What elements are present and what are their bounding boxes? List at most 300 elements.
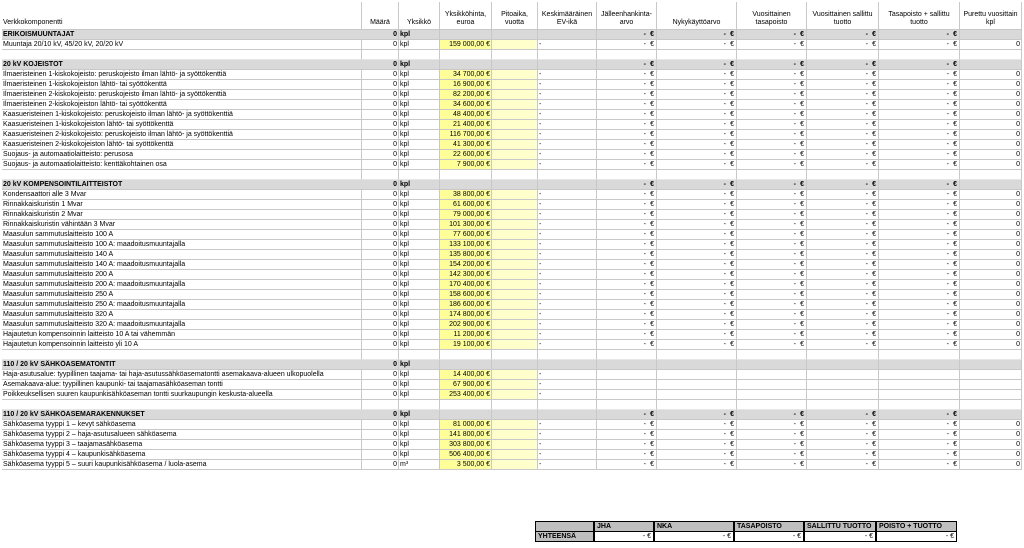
unit-price-cell[interactable]: 11 200,00 € bbox=[440, 330, 492, 340]
unit-price-cell[interactable]: 141 800,00 € bbox=[440, 430, 492, 440]
component-name[interactable]: Maasulun sammutuslaitteisto 320 A bbox=[2, 310, 362, 320]
component-name[interactable]: Maasulun sammutuslaitteisto 100 A bbox=[2, 230, 362, 240]
section-unit[interactable]: kpl bbox=[399, 410, 440, 420]
removed-per-year-cell[interactable]: 0 bbox=[960, 320, 1022, 330]
unit-price-cell[interactable]: 154 200,00 € bbox=[440, 260, 492, 270]
quantity-field[interactable]: 0 bbox=[362, 450, 399, 460]
unit-price-cell[interactable]: 67 900,00 € bbox=[440, 380, 492, 390]
unit-price-cell[interactable]: 253 400,00 € bbox=[440, 390, 492, 400]
empty-cell[interactable] bbox=[879, 400, 960, 410]
empty-cell[interactable] bbox=[538, 60, 597, 70]
component-name[interactable]: Maasulun sammutuslaitteisto 250 A bbox=[2, 290, 362, 300]
quantity-field[interactable]: 0 bbox=[362, 120, 399, 130]
unit-price-cell[interactable]: 21 400,00 € bbox=[440, 120, 492, 130]
service-life-field[interactable] bbox=[492, 380, 538, 390]
money-cell[interactable] bbox=[657, 160, 737, 170]
money-cell[interactable] bbox=[597, 80, 657, 90]
component-name[interactable]: Ilmaeristeinen 2-kiskokojeiston lähtö- tai syöttökenttä bbox=[2, 100, 362, 110]
component-name[interactable]: Asemakaava-alue: tyypillinen kaupunki- tai taajamasähköaseman tontti bbox=[2, 380, 362, 390]
money-cell[interactable] bbox=[737, 200, 807, 210]
service-life-field[interactable] bbox=[492, 420, 538, 430]
unit-cell[interactable]: kpl bbox=[399, 100, 440, 110]
money-cell[interactable] bbox=[807, 90, 879, 100]
avg-age-cell[interactable]: - bbox=[538, 440, 597, 450]
empty-cell[interactable] bbox=[879, 50, 960, 60]
money-cell[interactable] bbox=[737, 430, 807, 440]
empty-cell[interactable] bbox=[440, 180, 492, 190]
unit-cell[interactable]: kpl bbox=[399, 150, 440, 160]
money-cell[interactable] bbox=[597, 440, 657, 450]
money-cell[interactable] bbox=[657, 310, 737, 320]
money-cell[interactable] bbox=[879, 140, 960, 150]
unit-cell[interactable]: kpl bbox=[399, 240, 440, 250]
money-cell[interactable] bbox=[597, 150, 657, 160]
empty-cell[interactable] bbox=[440, 170, 492, 180]
money-cell[interactable] bbox=[597, 240, 657, 250]
money-cell[interactable] bbox=[807, 330, 879, 340]
money-cell[interactable] bbox=[597, 300, 657, 310]
empty-cell[interactable] bbox=[737, 400, 807, 410]
removed-per-year-cell[interactable]: 0 bbox=[960, 450, 1022, 460]
quantity-field[interactable]: 0 bbox=[362, 460, 399, 470]
money-cell[interactable] bbox=[807, 270, 879, 280]
unit-cell[interactable]: kpl bbox=[399, 450, 440, 460]
avg-age-cell[interactable]: - bbox=[538, 380, 597, 390]
removed-per-year-cell[interactable]: 0 bbox=[960, 40, 1022, 50]
empty-cell[interactable] bbox=[597, 50, 657, 60]
money-cell[interactable] bbox=[807, 40, 879, 50]
empty-cell[interactable] bbox=[538, 30, 597, 40]
service-life-field[interactable] bbox=[492, 80, 538, 90]
money-cell[interactable] bbox=[879, 450, 960, 460]
money-cell[interactable] bbox=[657, 80, 737, 90]
removed-per-year-cell[interactable]: 0 bbox=[960, 270, 1022, 280]
unit-cell[interactable]: kpl bbox=[399, 430, 440, 440]
empty-cell[interactable] bbox=[807, 50, 879, 60]
component-name[interactable]: Muuntaja 20/10 kV, 45/20 kV, 20/20 kV bbox=[2, 40, 362, 50]
quantity-field[interactable]: 0 bbox=[362, 390, 399, 400]
money-cell[interactable] bbox=[657, 240, 737, 250]
money-cell[interactable] bbox=[879, 440, 960, 450]
section-money-cell[interactable] bbox=[879, 180, 960, 190]
section-money-cell[interactable] bbox=[657, 30, 737, 40]
component-name[interactable]: Maasulun sammutuslaitteisto 250 A: maadoitusmuuntajalla bbox=[2, 300, 362, 310]
section-unit[interactable]: kpl bbox=[399, 360, 440, 370]
section-unit[interactable]: kpl bbox=[399, 30, 440, 40]
empty-cell[interactable] bbox=[960, 50, 1022, 60]
service-life-field[interactable] bbox=[492, 110, 538, 120]
section-title[interactable]: ERIKOISMUUNTAJAT bbox=[2, 30, 362, 40]
avg-age-cell[interactable]: - bbox=[538, 340, 597, 350]
removed-per-year-cell[interactable]: 0 bbox=[960, 420, 1022, 430]
quantity-field[interactable]: 0 bbox=[362, 200, 399, 210]
section-qty[interactable]: 0 bbox=[362, 60, 399, 70]
money-cell[interactable] bbox=[657, 110, 737, 120]
service-life-field[interactable] bbox=[492, 290, 538, 300]
money-cell[interactable] bbox=[657, 320, 737, 330]
money-cell[interactable] bbox=[597, 40, 657, 50]
section-money-cell[interactable] bbox=[657, 410, 737, 420]
money-cell[interactable] bbox=[807, 190, 879, 200]
service-life-field[interactable] bbox=[492, 100, 538, 110]
money-cell[interactable] bbox=[879, 330, 960, 340]
money-cell[interactable] bbox=[737, 190, 807, 200]
money-cell[interactable] bbox=[597, 340, 657, 350]
component-name[interactable]: Hajautetun kompensoinnin laitteisto yli 10 A bbox=[2, 340, 362, 350]
empty-cell[interactable] bbox=[440, 60, 492, 70]
service-life-field[interactable] bbox=[492, 230, 538, 240]
quantity-field[interactable]: 0 bbox=[362, 90, 399, 100]
quantity-field[interactable]: 0 bbox=[362, 310, 399, 320]
money-cell[interactable] bbox=[737, 220, 807, 230]
section-money-cell[interactable] bbox=[807, 180, 879, 190]
avg-age-cell[interactable]: - bbox=[538, 120, 597, 130]
component-name[interactable]: Kondensaattori alle 3 Mvar bbox=[2, 190, 362, 200]
section-money-cell[interactable] bbox=[879, 30, 960, 40]
component-name[interactable]: Kaasueristeinen 1-kiskokojeiston lähtö- tai syöttökenttä bbox=[2, 120, 362, 130]
money-cell[interactable] bbox=[807, 70, 879, 80]
money-cell[interactable] bbox=[657, 90, 737, 100]
money-cell[interactable] bbox=[807, 340, 879, 350]
unit-price-cell[interactable]: 38 800,00 € bbox=[440, 190, 492, 200]
money-cell[interactable] bbox=[807, 210, 879, 220]
money-cell[interactable] bbox=[737, 160, 807, 170]
column-header[interactable]: Nykykäyttöarvo bbox=[657, 2, 737, 30]
money-cell[interactable] bbox=[807, 280, 879, 290]
money-cell[interactable] bbox=[597, 70, 657, 80]
avg-age-cell[interactable]: - bbox=[538, 70, 597, 80]
money-cell[interactable] bbox=[737, 140, 807, 150]
empty-cell[interactable] bbox=[807, 380, 879, 390]
avg-age-cell[interactable]: - bbox=[538, 450, 597, 460]
unit-price-cell[interactable]: 16 900,00 € bbox=[440, 80, 492, 90]
money-cell[interactable] bbox=[879, 120, 960, 130]
avg-age-cell[interactable]: - bbox=[538, 390, 597, 400]
empty-cell[interactable] bbox=[879, 380, 960, 390]
quantity-field[interactable]: 0 bbox=[362, 440, 399, 450]
removed-per-year-cell[interactable]: 0 bbox=[960, 110, 1022, 120]
money-cell[interactable] bbox=[737, 450, 807, 460]
unit-price-cell[interactable]: 142 300,00 € bbox=[440, 270, 492, 280]
empty-cell[interactable] bbox=[960, 400, 1022, 410]
empty-cell[interactable] bbox=[737, 350, 807, 360]
money-cell[interactable] bbox=[737, 130, 807, 140]
empty-cell[interactable] bbox=[960, 60, 1022, 70]
quantity-field[interactable]: 0 bbox=[362, 420, 399, 430]
empty-cell[interactable] bbox=[597, 350, 657, 360]
unit-cell[interactable]: kpl bbox=[399, 110, 440, 120]
empty-cell[interactable] bbox=[657, 390, 737, 400]
avg-age-cell[interactable]: - bbox=[538, 280, 597, 290]
money-cell[interactable] bbox=[657, 420, 737, 430]
money-cell[interactable] bbox=[879, 80, 960, 90]
unit-cell[interactable]: kpl bbox=[399, 40, 440, 50]
empty-cell[interactable] bbox=[657, 380, 737, 390]
unit-price-cell[interactable]: 3 500,00 € bbox=[440, 460, 492, 470]
quantity-field[interactable]: 0 bbox=[362, 270, 399, 280]
empty-cell[interactable] bbox=[538, 410, 597, 420]
avg-age-cell[interactable]: - bbox=[538, 150, 597, 160]
summary-total-value[interactable]: - € bbox=[594, 531, 654, 542]
money-cell[interactable] bbox=[807, 300, 879, 310]
money-cell[interactable] bbox=[657, 210, 737, 220]
money-cell[interactable] bbox=[807, 260, 879, 270]
empty-cell[interactable] bbox=[440, 350, 492, 360]
removed-per-year-cell[interactable]: 0 bbox=[960, 300, 1022, 310]
money-cell[interactable] bbox=[597, 130, 657, 140]
unit-cell[interactable]: kpl bbox=[399, 200, 440, 210]
money-cell[interactable] bbox=[879, 70, 960, 80]
empty-cell[interactable] bbox=[538, 400, 597, 410]
service-life-field[interactable] bbox=[492, 90, 538, 100]
money-cell[interactable] bbox=[597, 120, 657, 130]
unit-price-cell[interactable]: 79 000,00 € bbox=[440, 210, 492, 220]
removed-per-year-cell[interactable]: 0 bbox=[960, 160, 1022, 170]
money-cell[interactable] bbox=[737, 120, 807, 130]
avg-age-cell[interactable]: - bbox=[538, 290, 597, 300]
money-cell[interactable] bbox=[597, 230, 657, 240]
money-cell[interactable] bbox=[737, 290, 807, 300]
unit-price-cell[interactable]: 135 800,00 € bbox=[440, 250, 492, 260]
money-cell[interactable] bbox=[657, 230, 737, 240]
component-name[interactable]: Suojaus- ja automaatiolaitteisto: perusosa bbox=[2, 150, 362, 160]
money-cell[interactable] bbox=[597, 200, 657, 210]
empty-cell[interactable] bbox=[538, 180, 597, 190]
unit-cell[interactable]: kpl bbox=[399, 160, 440, 170]
empty-cell[interactable] bbox=[737, 370, 807, 380]
money-cell[interactable] bbox=[879, 420, 960, 430]
money-cell[interactable] bbox=[657, 190, 737, 200]
money-cell[interactable] bbox=[879, 250, 960, 260]
money-cell[interactable] bbox=[657, 100, 737, 110]
avg-age-cell[interactable]: - bbox=[538, 80, 597, 90]
empty-cell[interactable] bbox=[807, 350, 879, 360]
unit-cell[interactable]: kpl bbox=[399, 80, 440, 90]
summary-total-value[interactable]: - € bbox=[734, 531, 804, 542]
component-name[interactable]: Kaasueristeinen 1-kiskokojeisto: peruskojeisto ilman lähtö- ja syöttökenttiä bbox=[2, 110, 362, 120]
avg-age-cell[interactable]: - bbox=[538, 140, 597, 150]
removed-per-year-cell[interactable]: 0 bbox=[960, 460, 1022, 470]
removed-per-year-cell[interactable]: 0 bbox=[960, 230, 1022, 240]
quantity-field[interactable]: 0 bbox=[362, 240, 399, 250]
column-header[interactable]: Purettu vuosittain kpl bbox=[960, 2, 1022, 30]
service-life-field[interactable] bbox=[492, 210, 538, 220]
component-name[interactable]: Maasulun sammutuslaitteisto 320 A: maadoitusmuuntajalla bbox=[2, 320, 362, 330]
service-life-field[interactable] bbox=[492, 300, 538, 310]
money-cell[interactable] bbox=[879, 310, 960, 320]
unit-cell[interactable]: kpl bbox=[399, 70, 440, 80]
unit-cell[interactable]: kpl bbox=[399, 250, 440, 260]
empty-cell[interactable] bbox=[2, 50, 362, 60]
service-life-field[interactable] bbox=[492, 310, 538, 320]
section-title[interactable]: 20 kV KOMPENSOINTILAITTEISTOT bbox=[2, 180, 362, 190]
money-cell[interactable] bbox=[597, 280, 657, 290]
column-header[interactable]: Vuosittainen sallittu tuotto bbox=[807, 2, 879, 30]
empty-cell[interactable] bbox=[807, 360, 879, 370]
avg-age-cell[interactable]: - bbox=[538, 220, 597, 230]
unit-cell[interactable]: kpl bbox=[399, 290, 440, 300]
empty-cell[interactable] bbox=[657, 400, 737, 410]
money-cell[interactable] bbox=[807, 250, 879, 260]
quantity-field[interactable]: 0 bbox=[362, 300, 399, 310]
removed-per-year-cell[interactable]: 0 bbox=[960, 70, 1022, 80]
empty-cell[interactable] bbox=[879, 360, 960, 370]
money-cell[interactable] bbox=[879, 240, 960, 250]
money-cell[interactable] bbox=[737, 330, 807, 340]
empty-cell[interactable] bbox=[597, 370, 657, 380]
unit-cell[interactable]: kpl bbox=[399, 140, 440, 150]
unit-price-cell[interactable]: 133 100,00 € bbox=[440, 240, 492, 250]
money-cell[interactable] bbox=[879, 430, 960, 440]
money-cell[interactable] bbox=[807, 200, 879, 210]
money-cell[interactable] bbox=[737, 270, 807, 280]
quantity-field[interactable]: 0 bbox=[362, 210, 399, 220]
empty-cell[interactable] bbox=[737, 380, 807, 390]
money-cell[interactable] bbox=[737, 340, 807, 350]
unit-cell[interactable]: kpl bbox=[399, 270, 440, 280]
section-qty[interactable]: 0 bbox=[362, 410, 399, 420]
unit-cell[interactable]: kpl bbox=[399, 220, 440, 230]
empty-cell[interactable] bbox=[538, 350, 597, 360]
money-cell[interactable] bbox=[657, 430, 737, 440]
removed-per-year-cell[interactable]: 0 bbox=[960, 200, 1022, 210]
money-cell[interactable] bbox=[597, 450, 657, 460]
money-cell[interactable] bbox=[657, 250, 737, 260]
unit-price-cell[interactable]: 116 700,00 € bbox=[440, 130, 492, 140]
empty-cell[interactable] bbox=[399, 400, 440, 410]
empty-cell[interactable] bbox=[538, 360, 597, 370]
unit-price-cell[interactable]: 101 300,00 € bbox=[440, 220, 492, 230]
empty-cell[interactable] bbox=[879, 370, 960, 380]
money-cell[interactable] bbox=[807, 160, 879, 170]
money-cell[interactable] bbox=[737, 440, 807, 450]
component-name[interactable]: Maasulun sammutuslaitteisto 140 A: maadoitusmuuntajalla bbox=[2, 260, 362, 270]
money-cell[interactable] bbox=[879, 190, 960, 200]
section-qty[interactable]: 0 bbox=[362, 180, 399, 190]
unit-cell[interactable]: kpl bbox=[399, 300, 440, 310]
section-unit[interactable]: kpl bbox=[399, 180, 440, 190]
money-cell[interactable] bbox=[597, 290, 657, 300]
component-name[interactable]: Sähköasema tyyppi 2 – haja-asutusalueen sähköasema bbox=[2, 430, 362, 440]
money-cell[interactable] bbox=[807, 220, 879, 230]
money-cell[interactable] bbox=[737, 40, 807, 50]
unit-cell[interactable]: kpl bbox=[399, 440, 440, 450]
money-cell[interactable] bbox=[737, 280, 807, 290]
avg-age-cell[interactable]: - bbox=[538, 300, 597, 310]
section-title[interactable]: 20 kV KOJEISTOT bbox=[2, 60, 362, 70]
money-cell[interactable] bbox=[737, 70, 807, 80]
money-cell[interactable] bbox=[807, 230, 879, 240]
section-money-cell[interactable] bbox=[737, 410, 807, 420]
service-life-field[interactable] bbox=[492, 120, 538, 130]
unit-price-cell[interactable]: 82 200,00 € bbox=[440, 90, 492, 100]
service-life-field[interactable] bbox=[492, 250, 538, 260]
empty-cell[interactable] bbox=[492, 170, 538, 180]
removed-per-year-cell[interactable]: 0 bbox=[960, 290, 1022, 300]
empty-cell[interactable] bbox=[2, 350, 362, 360]
summary-total-value[interactable]: - € bbox=[654, 531, 734, 542]
money-cell[interactable] bbox=[657, 270, 737, 280]
money-cell[interactable] bbox=[657, 260, 737, 270]
money-cell[interactable] bbox=[737, 150, 807, 160]
unit-cell[interactable]: kpl bbox=[399, 330, 440, 340]
avg-age-cell[interactable]: - bbox=[538, 250, 597, 260]
removed-per-year-cell[interactable]: 0 bbox=[960, 210, 1022, 220]
unit-price-cell[interactable]: 303 800,00 € bbox=[440, 440, 492, 450]
removed-per-year-cell[interactable] bbox=[960, 390, 1022, 400]
section-money-cell[interactable] bbox=[807, 60, 879, 70]
section-money-cell[interactable] bbox=[737, 180, 807, 190]
money-cell[interactable] bbox=[807, 110, 879, 120]
column-header[interactable]: Määrä bbox=[362, 2, 399, 30]
section-money-cell[interactable] bbox=[807, 410, 879, 420]
removed-per-year-cell[interactable] bbox=[960, 370, 1022, 380]
unit-cell[interactable]: m³ bbox=[399, 460, 440, 470]
money-cell[interactable] bbox=[879, 210, 960, 220]
money-cell[interactable] bbox=[879, 200, 960, 210]
component-name[interactable]: Ilmaeristeinen 1-kiskokojeisto: peruskojeisto ilman lähtö- ja syöttökenttiä bbox=[2, 70, 362, 80]
quantity-field[interactable]: 0 bbox=[362, 290, 399, 300]
component-name[interactable]: Ilmaeristeinen 1-kiskokojeiston lähtö- tai syöttökenttä bbox=[2, 80, 362, 90]
service-life-field[interactable] bbox=[492, 340, 538, 350]
money-cell[interactable] bbox=[879, 230, 960, 240]
money-cell[interactable] bbox=[597, 190, 657, 200]
empty-cell[interactable] bbox=[597, 390, 657, 400]
unit-cell[interactable]: kpl bbox=[399, 370, 440, 380]
quantity-field[interactable]: 0 bbox=[362, 260, 399, 270]
money-cell[interactable] bbox=[657, 450, 737, 460]
component-name[interactable]: Poikkeuksellisen suuren kaupunkisähköaseman tontti suurkaupungin keskusta-alueella bbox=[2, 390, 362, 400]
column-header[interactable]: Pitoaika, vuotta bbox=[492, 2, 538, 30]
money-cell[interactable] bbox=[597, 320, 657, 330]
removed-per-year-cell[interactable]: 0 bbox=[960, 150, 1022, 160]
empty-cell[interactable] bbox=[657, 350, 737, 360]
money-cell[interactable] bbox=[657, 440, 737, 450]
avg-age-cell[interactable]: - bbox=[538, 420, 597, 430]
quantity-field[interactable]: 0 bbox=[362, 430, 399, 440]
section-qty[interactable]: 0 bbox=[362, 360, 399, 370]
money-cell[interactable] bbox=[737, 230, 807, 240]
money-cell[interactable] bbox=[807, 100, 879, 110]
money-cell[interactable] bbox=[737, 210, 807, 220]
money-cell[interactable] bbox=[879, 130, 960, 140]
money-cell[interactable] bbox=[879, 340, 960, 350]
section-qty[interactable]: 0 bbox=[362, 30, 399, 40]
money-cell[interactable] bbox=[597, 210, 657, 220]
service-life-field[interactable] bbox=[492, 160, 538, 170]
money-cell[interactable] bbox=[597, 420, 657, 430]
money-cell[interactable] bbox=[879, 460, 960, 470]
unit-cell[interactable]: kpl bbox=[399, 90, 440, 100]
unit-cell[interactable]: kpl bbox=[399, 380, 440, 390]
removed-per-year-cell[interactable]: 0 bbox=[960, 100, 1022, 110]
money-cell[interactable] bbox=[737, 460, 807, 470]
unit-price-cell[interactable]: 506 400,00 € bbox=[440, 450, 492, 460]
money-cell[interactable] bbox=[657, 120, 737, 130]
service-life-field[interactable] bbox=[492, 70, 538, 80]
empty-cell[interactable] bbox=[879, 350, 960, 360]
avg-age-cell[interactable]: - bbox=[538, 320, 597, 330]
money-cell[interactable] bbox=[807, 130, 879, 140]
component-name[interactable]: Rinnakkaiskuristin 1 Mvar bbox=[2, 200, 362, 210]
empty-cell[interactable] bbox=[362, 350, 399, 360]
service-life-field[interactable] bbox=[492, 440, 538, 450]
money-cell[interactable] bbox=[737, 320, 807, 330]
empty-cell[interactable] bbox=[492, 350, 538, 360]
quantity-field[interactable]: 0 bbox=[362, 80, 399, 90]
empty-cell[interactable] bbox=[737, 50, 807, 60]
component-name[interactable]: Kaasueristeinen 2-kiskokojeiston lähtö- tai syöttökenttä bbox=[2, 140, 362, 150]
